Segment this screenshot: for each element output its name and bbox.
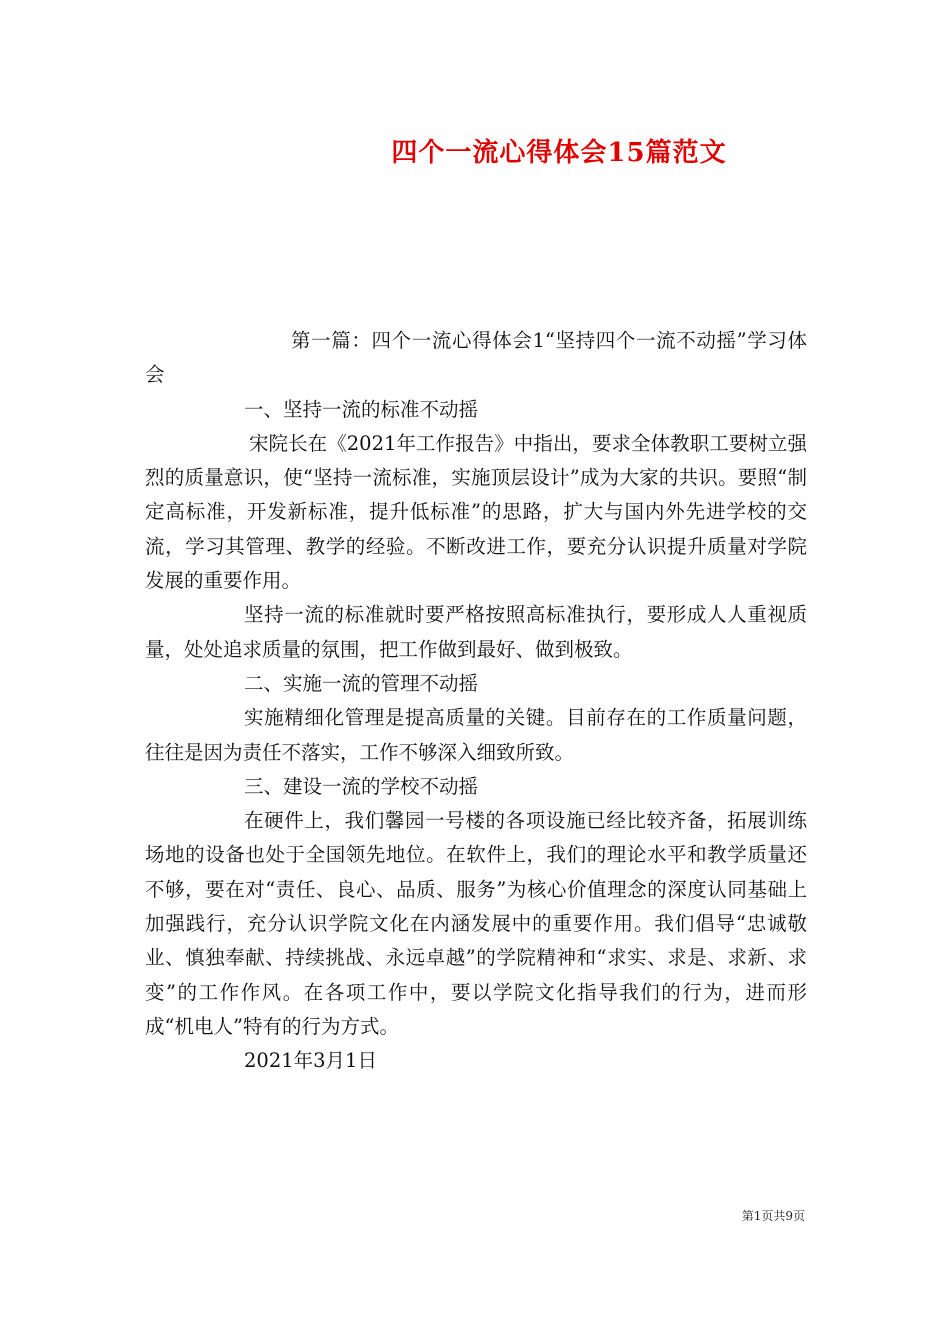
body-paragraph-3: 实施精细化管理是提高质量的关键。目前存在的工作质量问题，往往是因为责任不落实，工作不够深入细致所致。 — [145, 706, 807, 764]
page-footer: 第1页共9页 — [741, 1209, 805, 1223]
section-heading-2: 二、实施一流的管理不动摇 — [244, 671, 479, 695]
document-body — [145, 324, 807, 1079]
section-heading-1: 一、坚持一流的标准不动摇 — [244, 397, 479, 421]
document-date: 2021年3月1日 — [244, 1049, 377, 1073]
chapter-heading: 第一篇：四个一流心得体会1“坚持四个一流不动摇”学习体会 — [145, 329, 807, 387]
body-paragraph-2: 坚持一流的标准就时要严格按照高标准执行，要形成人人重视质量，处处追求质量的氛围，把工作做到最好、做到极致。 — [145, 603, 807, 661]
document-title: 四个一流心得体会15篇范文 — [391, 138, 727, 168]
body-paragraph-1: 宋院长在《2021年工作报告》中指出，要求全体教职工要树立强烈的质量意识，使“坚持一流标准，实施顶层设计”成为大家的共识。要照“制定高标准，开发新标准，提升低标准”的思路，扩大与国内外先进学校的交流，学习其管理、教学的经验。不断改进工作，要充分认识提升质量对学院发展的重要作用。 — [145, 431, 807, 593]
body-paragraph-4: 在硬件上，我们馨园一号楼的各项设施已经比较齐备，拓展训练场地的设备也处于全国领先地位。在软件上，我们的理论水平和教学质量还不够，要在对“责任、良心、品质、服务”为核心价值理念的深度认同基础上加强践行，充分认识学院文化在内涵发展中的重要作用。我们倡导“忠诚敬业、慎独奉献、持续挑战、永远卓越”的学院精神和“求实、求是、求新、求变”的工作作风。在各项工作中，要以学院文化指导我们的行为，进而形成“机电人”特有的行为方式。 — [145, 809, 807, 1038]
section-heading-3: 三、建设一流的学校不动摇 — [244, 774, 479, 798]
